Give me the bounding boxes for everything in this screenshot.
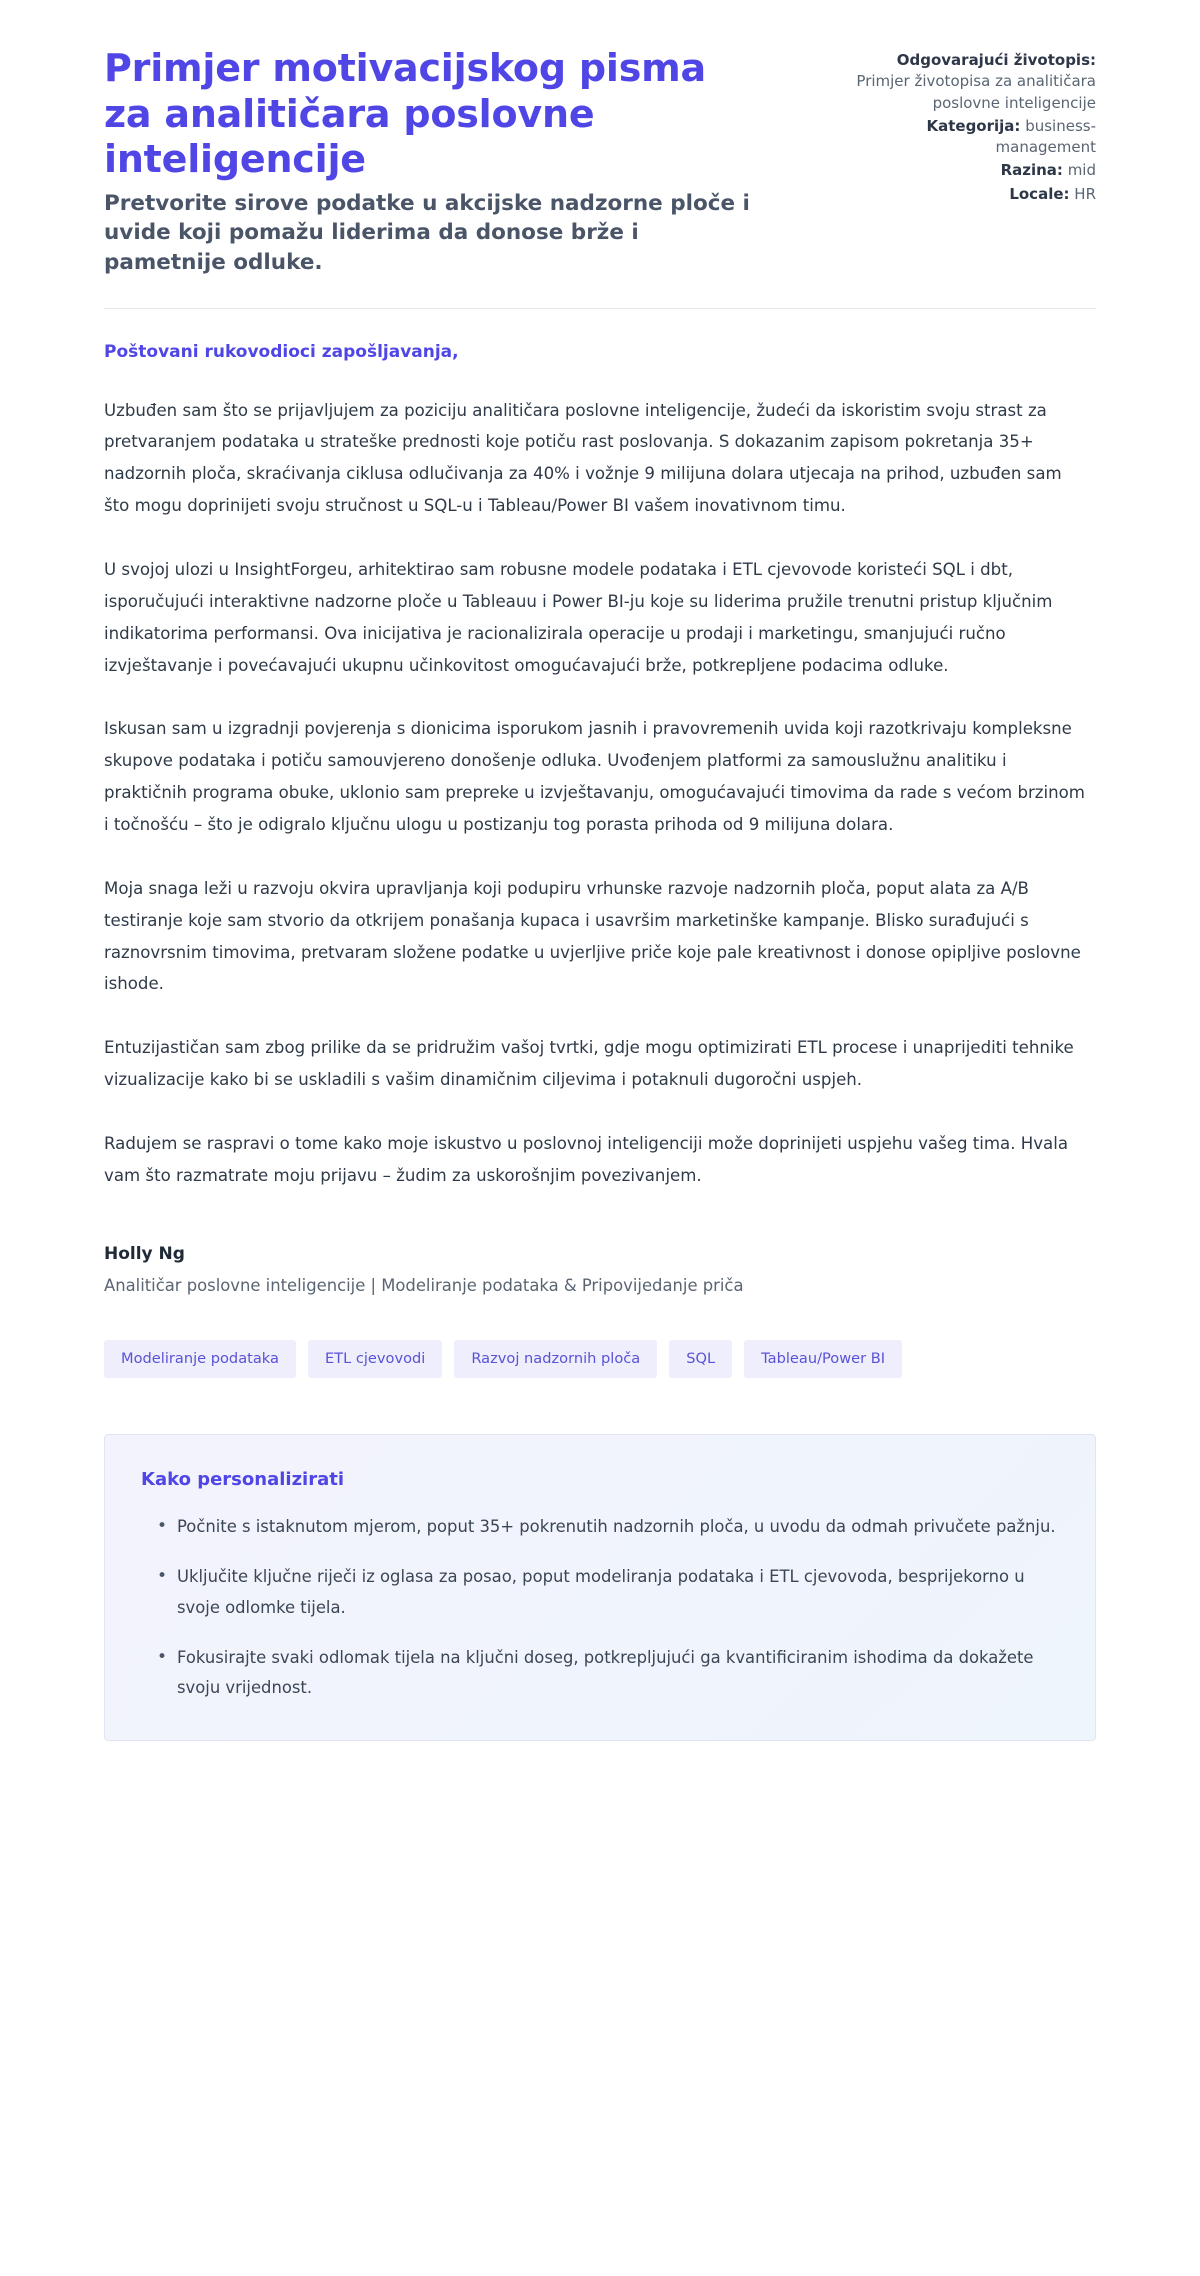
page-subtitle: Pretvorite sirove podatke u akcijske nadzorne ploče i uvide koji pomažu liderima da donose brže i pametnije odluke. [104, 190, 750, 276]
letter-body [104, 309, 1096, 1741]
page-header [104, 46, 1096, 278]
letter-paragraph: Entuzijastičan sam zbog prilike da se pridružim vašoj tvrtki, gdje mogu optimizirati ETL procese i unaprijediti tehnike vizualizacije kako bi se uskladili s vašim dinamičnim ciljevima i potaknuli dugoročni uspjeh. [104, 1038, 1074, 1090]
callout-tip-item: • Fokusirajte svaki odlomak tijela na ključni doseg, potkrepljujući ga kvantificiranim ishodima da dokažete svoju vrijednost. [163, 1643, 1059, 1704]
letter-paragraph: Radujem se raspravi o tome kako moje iskustvo u poslovnoj inteligenciji može doprinijeti uspjehu vašeg tima. Hvala vam što razmatrate moju prijavu – žudim za uskorošnjim povezivanjem. [104, 1134, 1069, 1185]
skill-tag[interactable]: SQL [669, 1340, 732, 1378]
callout-tip-item: • Počnite s istaknutom mjerom, poput 35+ pokrenutih nadzornih ploča, u uvodu da odmah privučete pažnju. [163, 1512, 1059, 1542]
letter-paragraph: U svojoj ulozi u InsightForgeu, arhitektirao sam robusne modele podataka i ETL cjevovode koristeći SQL i dbt, isporučujući interaktivne nadzorne ploče u Tableauu i Power BI-ju koje su liderima pružile trenutni pristup ključnim indikatorima performansi. Ova inicijativa je racionalizirala operacije u prodaji i marketingu, smanjujući ručno izvještavanje i povećavajući ukupnu učinkovitost omogućavajući brže, potkrepljene podacima odluke. [104, 559, 1053, 675]
skill-tag[interactable]: Modeliranje podataka [104, 1340, 296, 1378]
header-title-block [104, 46, 764, 278]
meta-row-locale [846, 184, 1096, 205]
meta-label-locale: Locale: [1009, 184, 1070, 203]
document-metadata [846, 46, 1096, 207]
callout-tip-list [141, 1512, 1059, 1704]
meta-value-level: mid [1067, 161, 1096, 180]
meta-row-resume [846, 50, 1096, 114]
letter-paragraph: Iskusan sam u izgradnji povjerenja s dionicima isporukom jasnih i pravovremenih uvida koji razotkrivaju kompleksne skupove podataka i potiču samouvjereno donošenje odluka. Uvođenjem platformi za samouslužnu analitiku i praktičnih programa obuke, uklonio sam prepreke u izvještavanju, omogućavajući timovima da rade s većom brzinom i točnošću – što je odigralo ključnu ulogu u postizanju tog porasta prihoda od 9 milijuna dolara. [104, 719, 1085, 834]
signature-block [104, 1244, 1096, 1299]
meta-label-level: Razina: [1000, 161, 1063, 180]
skill-tag[interactable]: ETL cjevovodi [308, 1340, 442, 1378]
meta-row-level [846, 160, 1096, 181]
page-title: Primjer motivacijskog pisma za analitičara poslovne inteligencije [104, 46, 706, 182]
skill-tag[interactable]: Razvoj nadzornih ploča [454, 1340, 657, 1378]
letter-paragraph: Moja snaga leži u razvoju okvira upravljanja koji podupiru vrhunske razvoje nadzornih ploča, poput alata za A/B testiranje koje sam stvorio da otkrijem ponašanja kupaca i usavršim marketinške kampanje. Blisko surađujući s raznovrsnim timovima, pretvaram složene podatke u uvjerljive priče koje pale kreativnost i donose opipljive poslovne ishode. [104, 878, 1081, 994]
meta-value-resume[interactable]: Primjer životopisa za analitičara poslovne inteligencije [856, 72, 1096, 112]
letter-salutation: Poštovani rukovodioci zapošljavanja, [104, 341, 459, 362]
meta-value-category: business-management [995, 116, 1096, 157]
skill-tag-list [104, 1340, 1096, 1378]
meta-value-locale: HR [1074, 184, 1096, 203]
letter-paragraph: Uzbuđen sam što se prijavljujem za poziciju analitičara poslovne inteligencije, žudeći da iskoristim svoju strast za pretvaranjem podataka u strateške prednosti koje potiču rast poslovanja. S dokazanim zapisom pokretanja 35+ nadzornih ploča, skraćivanja ciklusa odlučivanja za 40% i vožnje 9 milijuna dolara utjecaja na prihod, uzbuđen sam što mogu doprinijeti svoju stručnost u SQL-u i Tableau/Power BI vašem inovativnom timu. [104, 400, 1062, 516]
personalization-callout [104, 1434, 1096, 1741]
skill-tag[interactable]: Tableau/Power BI [744, 1340, 902, 1378]
callout-tip-item: • Uključite ključne riječi iz oglasa za posao, poput modeliranja podataka i ETL cjevovoda, besprijekorno u svoje odlomke tijela. [163, 1562, 1059, 1623]
signature-role: Analitičar poslovne inteligencije | Modeliranje podataka & Pripovijedanje priča [104, 1275, 744, 1295]
callout-title: Kako personalizirati [141, 1468, 345, 1490]
meta-label-category: Kategorija: [926, 116, 1021, 135]
meta-row-category [846, 116, 1096, 159]
signature-name: Holly Ng [104, 1243, 185, 1264]
meta-label-resume: Odgovarajući životopis: [896, 51, 1096, 69]
